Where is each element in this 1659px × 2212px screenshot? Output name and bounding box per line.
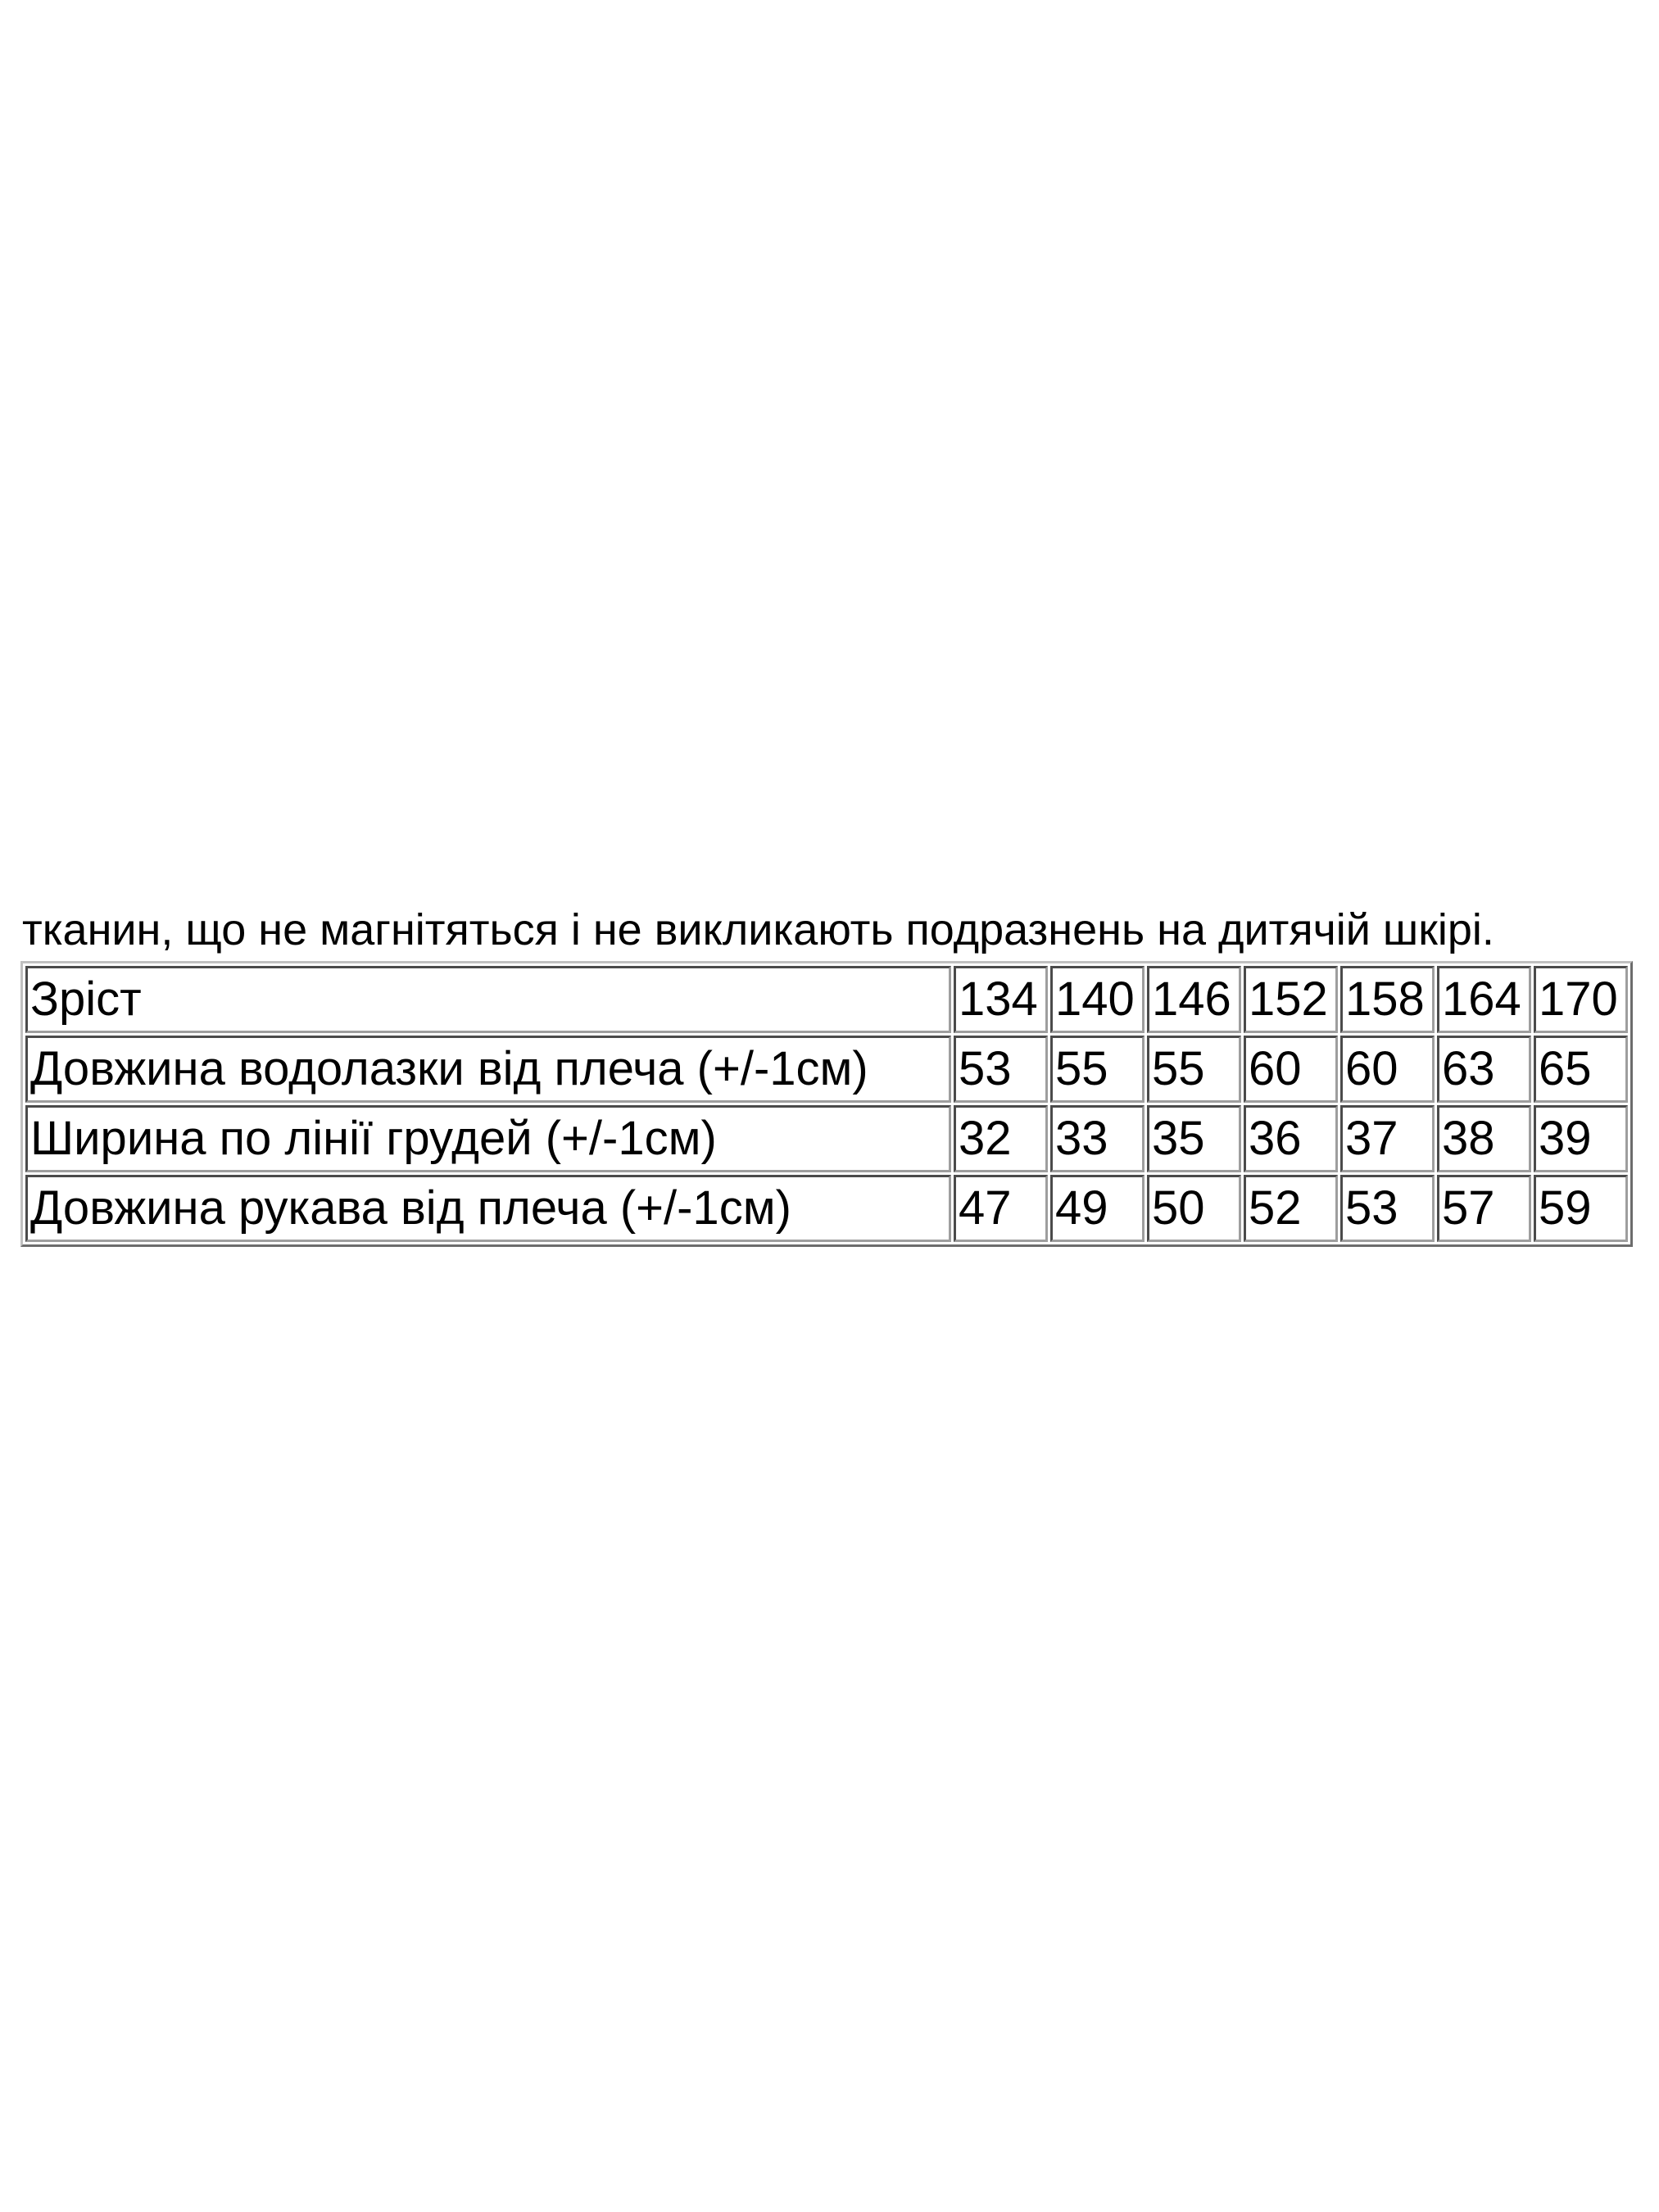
value-cell: 35 [1147, 1105, 1241, 1172]
value-cell: 170 [1534, 966, 1628, 1033]
size-table-body [25, 966, 1628, 1242]
table-row [25, 966, 1628, 1033]
clipped-description-text [22, 905, 1628, 959]
value-cell: 134 [954, 966, 1048, 1033]
table-row [25, 1175, 1628, 1242]
value-cell: 32 [954, 1105, 1048, 1172]
row-label-cell: Довжина рукава від плеча (+/-1см) [25, 1175, 951, 1242]
value-cell: 152 [1244, 966, 1338, 1033]
size-table [20, 961, 1633, 1247]
value-cell: 63 [1437, 1036, 1531, 1103]
value-cell: 158 [1340, 966, 1435, 1033]
value-cell: 36 [1244, 1105, 1338, 1172]
value-cell: 49 [1050, 1175, 1145, 1242]
row-label-cell: Ширина по лінії грудей (+/-1см) [25, 1105, 951, 1172]
value-cell: 55 [1147, 1036, 1241, 1103]
value-cell: 33 [1050, 1105, 1145, 1172]
description-text-fragment: тканин, що не магнітяться і не викликають подразнень на дитячій шкірі. [22, 905, 1494, 954]
value-cell: 65 [1534, 1036, 1628, 1103]
value-cell: 53 [1340, 1175, 1435, 1242]
value-cell: 59 [1534, 1175, 1628, 1242]
value-cell: 53 [954, 1036, 1048, 1103]
value-cell: 57 [1437, 1175, 1531, 1242]
value-cell: 164 [1437, 966, 1531, 1033]
value-cell: 140 [1050, 966, 1145, 1033]
value-cell: 55 [1050, 1036, 1145, 1103]
value-cell: 37 [1340, 1105, 1435, 1172]
value-cell: 52 [1244, 1175, 1338, 1242]
table-row [25, 1105, 1628, 1172]
row-label-cell: Зріст [25, 966, 951, 1033]
value-cell: 38 [1437, 1105, 1531, 1172]
value-cell: 47 [954, 1175, 1048, 1242]
value-cell: 60 [1244, 1036, 1338, 1103]
table-row [25, 1036, 1628, 1103]
value-cell: 60 [1340, 1036, 1435, 1103]
value-cell: 146 [1147, 966, 1241, 1033]
value-cell: 50 [1147, 1175, 1241, 1242]
value-cell: 39 [1534, 1105, 1628, 1172]
row-label-cell: Довжина водолазки від плеча (+/-1см) [25, 1036, 951, 1103]
